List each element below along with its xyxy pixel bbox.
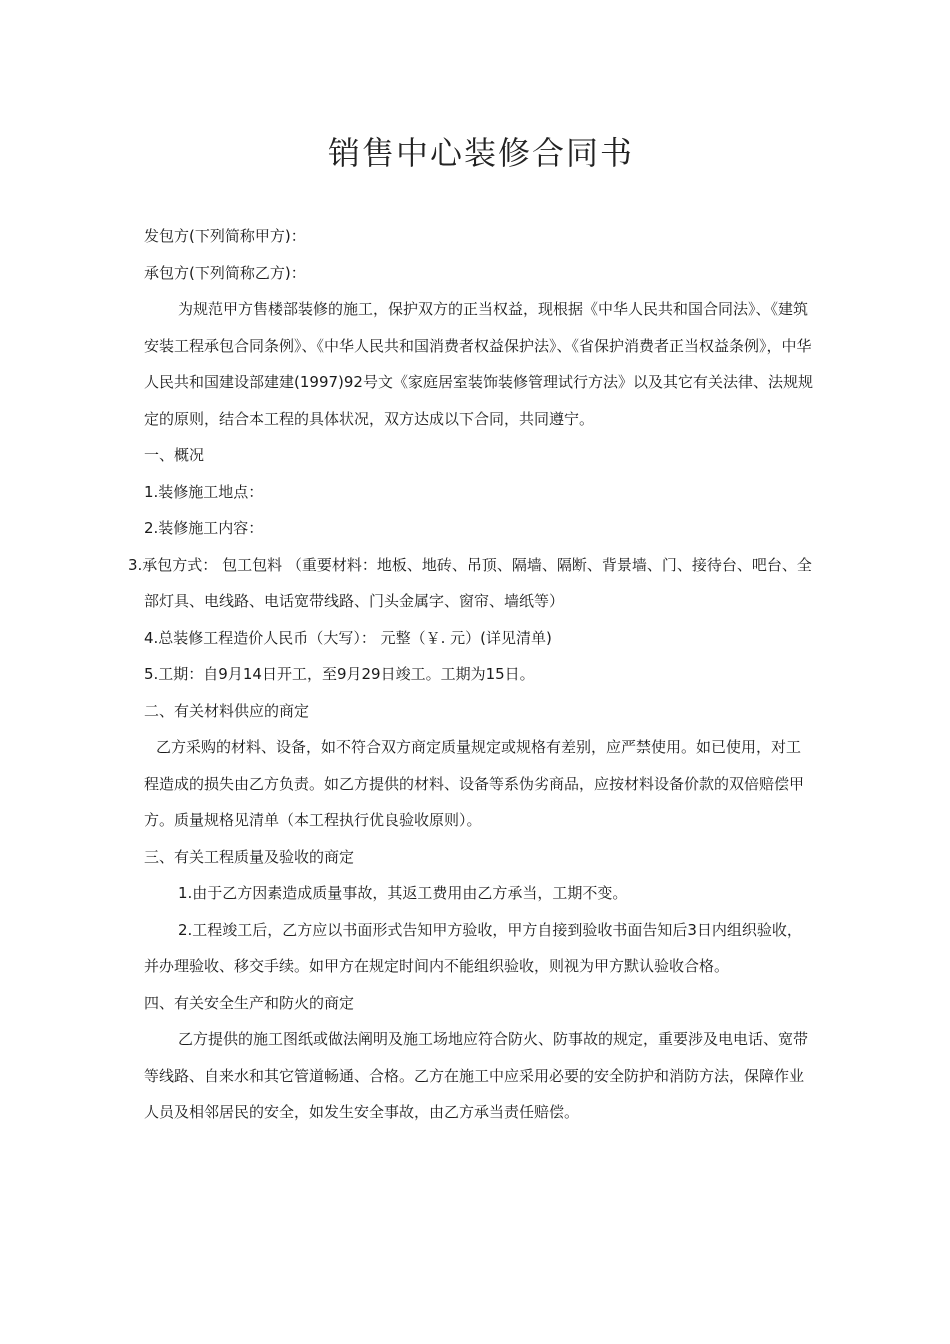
overview-item-content: 2.装修施工内容：: [144, 519, 264, 537]
safety-paragraph: 乙方提供的施工图纸或做法阐明及施工场地应符合防火、防事故的规定，重要涉及电电话、宽带等线路、自来水和其它管道畅通、合格。乙方在施工中应采用必要的安全防护和消防方法，保障作业人员及相邻居民的安全，如发生安全事故，由乙方承当责任赔偿。: [144, 1030, 809, 1121]
section-heading-quality: 三、有关工程质量及验收的商定: [144, 847, 355, 866]
overview-item-location: 1.装修施工地点：: [144, 482, 264, 501]
overview-item-schedule: 5.工期：自9月14日开工，至9月29日竣工。工期为15日。: [144, 665, 535, 683]
overview-item-contract-method: 3.承包方式： 包工包料 （重要材料：地板、地砖、吊顶、隔墙、隔断、背景墙、门、接待台、吧台、全部灯具、电线路、电话宽带线路、门头金属字、窗帘、墙纸等）: [128, 555, 812, 610]
party-a-line: 发包方(下列简称甲方)：: [144, 227, 306, 245]
materials-paragraph: 乙方采购的材料、设备，如不符合双方商定质量规定或规格有差别，应严禁使用。如已使用，对工程造成的损失由乙方负责。如乙方提供的材料、设备等系伪劣商品，应按材料设备价款的双倍赔偿甲方。质量规格见清单（本工程执行优良验收原则）。: [144, 738, 805, 829]
document-body: [128, 218, 814, 1131]
preamble-paragraph: 为规范甲方售楼部装修的施工，保护双方的正当权益，现根据《中华人民共和国合同法》、《建筑安装工程承包合同条例》、《中华人民共和国消费者权益保护法》、《省保护消费者正当权益条例》，中华人民共和国建设部建建(1997)92号文《家庭居室装饰装修管理试行方法》以及其它有关法律、法规规定的原则，结合本工程的具体状况，双方达成以下合同，共同遵宁。: [144, 300, 813, 428]
section-heading-materials: 二、有关材料供应的商定: [144, 701, 310, 720]
section-heading-overview: 一、概况: [144, 446, 205, 464]
overview-item-total-cost: 4.总装修工程造价人民币（大写）： 元整（￥. 元）(详见清单): [144, 628, 552, 647]
page-title: 销售中心装修合同书: [327, 134, 634, 172]
party-b-line: 承包方(下列简称乙方)：: [144, 263, 306, 282]
quality-item-2: 2.工程竣工后，乙方应以书面形式告知甲方验收，甲方自接到验收书面告知后3日内组织验收，并办理验收、移交手续。如甲方在规定时间内不能组织验收，则视为甲方默认验收合格。: [144, 920, 802, 975]
section-heading-safety: 四、有关安全生产和防火的商定: [144, 993, 355, 1012]
quality-item-1: 1.由于乙方因素造成质量事故，其返工费用由乙方承当，工期不变。: [178, 884, 628, 902]
